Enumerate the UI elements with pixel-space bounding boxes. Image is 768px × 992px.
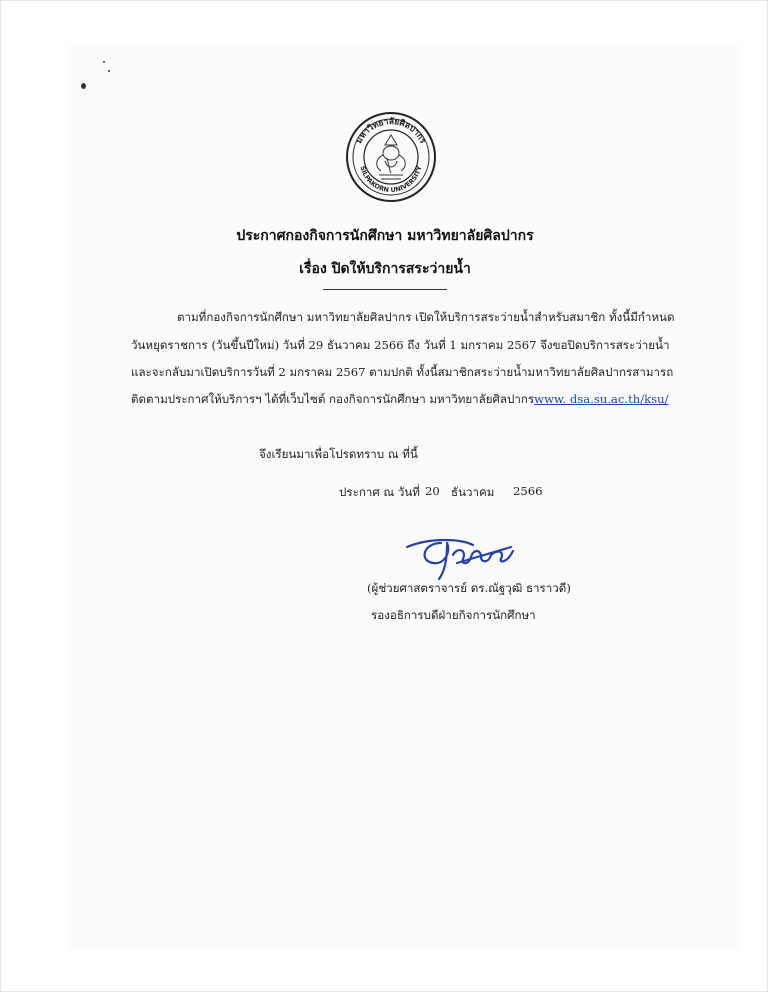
scan-speck <box>108 70 110 72</box>
closing-statement: จึงเรียนมาเพื่อโปรดทราบ ณ ที่นี้ <box>259 447 418 461</box>
announcement-title: ประกาศกองกิจการนักศึกษา มหาวิทยาลัยศิลปากร <box>236 228 534 244</box>
university-seal-logo <box>345 111 437 203</box>
date-year: 2566 <box>513 484 543 498</box>
date-prefix: ประกาศ ณ วันที่ <box>339 485 420 499</box>
body-line: ตามที่กองกิจการนักศึกษา มหาวิทยาลัยศิลปากร เปิดให้บริการสระว่ายน้ำสำหรับสมาชิก ทั้งนี้มีกำหนด <box>177 310 675 324</box>
website-link[interactable]: www. dsa.su.ac.th/ksu/ <box>534 392 669 406</box>
title-divider <box>323 289 447 290</box>
handwritten-signature <box>401 533 521 583</box>
date-month: ธันวาคม <box>451 485 495 499</box>
body-line: และจะกลับมาเปิดบริการวันที่ 2 มกราคม 2567 ตามปกติ ทั้งนี้สมาชิกสระว่ายน้ำมหาวิทยาลัยศิลปากรสามารถ <box>131 365 674 379</box>
body-line: วันหยุดราชการ (วันขึ้นปีใหม่) วันที่ 29 ธันวาคม 2566 ถึง วันที่ 1 มกราคม 2567 จึงขอปิดบริการสระว่ายน้ำ <box>131 338 670 352</box>
body-line-text: ติดตามประกาศให้บริการฯ ได้ที่เว็บไซต์ กองกิจการนักศึกษา มหาวิทยาลัยศิลปากร <box>131 392 535 406</box>
body-line <box>131 391 668 409</box>
scan-speck <box>103 61 105 63</box>
svg-text:มหาวิทยาลัยศิลปากร: มหาวิทยาลัยศิลปากร <box>354 116 428 146</box>
signer-name: (ผู้ช่วยศาสตราจารย์ ดร.ณัฐวุฒิ ธาราวดี) <box>367 581 571 595</box>
scan-speck <box>81 83 86 89</box>
announcement-subject: เรื่อง ปิดให้บริการสระว่ายน้ำ <box>299 261 471 277</box>
signer-position: รองอธิการบดีฝ่ายกิจการนักศึกษา <box>371 608 536 622</box>
svg-text:SILPAKORN UNIVERSITY: SILPAKORN UNIVERSITY <box>358 165 424 195</box>
date-day: 20 <box>425 484 440 498</box>
